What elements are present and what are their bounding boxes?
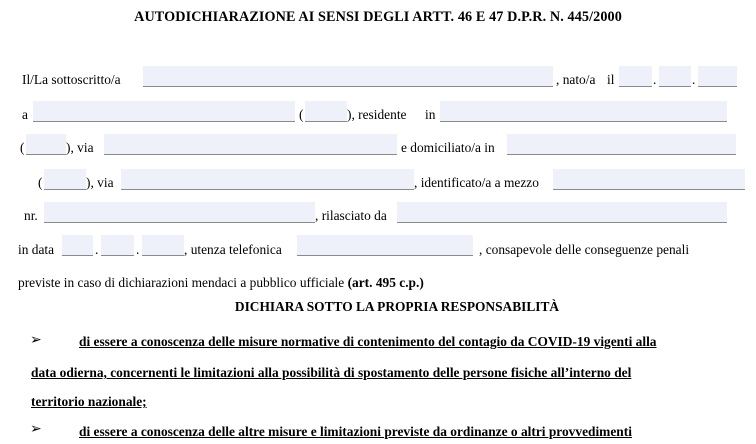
label-rilasciato: , rilasciato da: [315, 208, 387, 223]
field-nome-cognome[interactable]: [143, 66, 553, 87]
field-luogo-nascita[interactable]: [33, 101, 295, 122]
sep-dot: .: [136, 242, 140, 257]
field-nascita-giorno[interactable]: [619, 66, 652, 87]
field-via-domicilio[interactable]: [121, 169, 414, 190]
label-residente: ), residente: [347, 107, 407, 122]
document-title: AUTODICHIARAZIONE AI SENSI DEGLI ARTT. 46 E 47 D.P.R. N. 445/2000: [134, 9, 622, 25]
field-rilascio-giorno[interactable]: [62, 235, 93, 256]
label-consapevole: , consapevole delle conseguenze penali: [479, 242, 690, 257]
label-via: ), via: [66, 140, 94, 155]
label-in-data: in data: [18, 242, 55, 257]
paren-open: (: [20, 140, 25, 155]
sep-dot: .: [692, 72, 696, 87]
label-in: in: [425, 107, 436, 122]
field-ente-rilascio[interactable]: [397, 202, 727, 223]
label-a: a: [22, 107, 28, 122]
arrow-bullet-icon: ➢: [30, 422, 42, 437]
label-via: ), via: [86, 175, 114, 190]
text-previste-body: previste in caso di dichiarazioni mendaci a pubblico ufficiale: [18, 275, 345, 290]
sep-dot: .: [95, 242, 99, 257]
paren-open: (: [38, 175, 43, 190]
bullet-2-line-1: di essere a conoscenza delle altre misure e limitazioni previste da ordinanze o altri provvedimenti: [79, 424, 632, 439]
field-tipo-documento[interactable]: [553, 169, 745, 190]
field-provincia-residenza[interactable]: [26, 134, 66, 155]
field-nascita-anno[interactable]: [698, 66, 737, 87]
bullet-1-line-2: data odierna, concernenti le limitazioni alla possibilità di spostamento delle persone fisiche all’interno del: [31, 365, 632, 380]
field-comune-domicilio[interactable]: [507, 134, 736, 155]
paren-open: (: [299, 107, 304, 122]
label-sottoscritto: Il/La sottoscritto/a: [22, 72, 121, 87]
bullet-1-line-1: di essere a conoscenza delle misure normative di contenimento del contagio da COVID-19 vigenti alla: [79, 334, 657, 349]
label-nato: , nato/a: [556, 72, 596, 87]
sep-dot: .: [653, 72, 657, 87]
text-previste: [18, 274, 424, 292]
label-identificato: , identificato/a a mezzo: [414, 175, 539, 190]
field-rilascio-anno[interactable]: [142, 235, 184, 256]
field-nascita-mese[interactable]: [659, 66, 691, 87]
label-domiciliato: e domiciliato/a in: [401, 140, 495, 155]
label-nr: nr.: [24, 208, 38, 223]
field-provincia-nascita[interactable]: [305, 101, 347, 122]
label-il: il: [607, 72, 615, 87]
field-rilascio-mese[interactable]: [101, 235, 134, 256]
bullet-1-line-3: territorio nazionale;: [31, 394, 147, 409]
field-provincia-domicilio[interactable]: [44, 169, 86, 190]
text-art-495: (art. 495 c.p.): [347, 275, 424, 290]
field-telefono[interactable]: [297, 235, 473, 256]
dichiara-heading: DICHIARA SOTTO LA PROPRIA RESPONSABILITÀ: [234, 299, 560, 314]
field-via-residenza[interactable]: [104, 134, 397, 155]
arrow-bullet-icon: ➢: [30, 333, 42, 348]
field-comune-residenza[interactable]: [440, 101, 727, 122]
label-utenza: , utenza telefonica: [184, 242, 282, 257]
field-numero-documento[interactable]: [44, 202, 315, 223]
